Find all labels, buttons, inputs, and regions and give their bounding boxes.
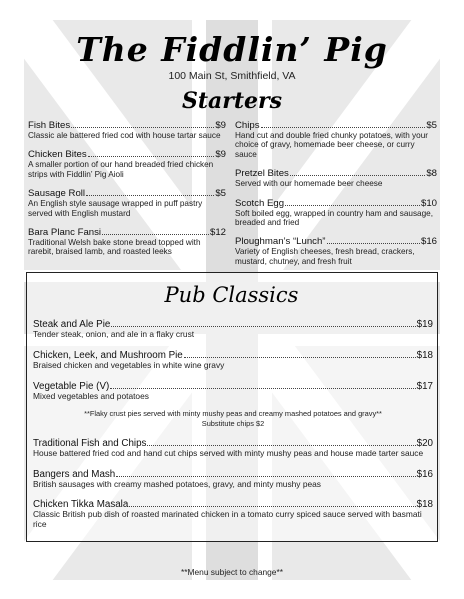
pub-classics-list [33,319,433,540]
menu-item [235,198,437,228]
item-name: Bara Planc Fansi [28,227,102,239]
pie-note-line2: Substitute chips $2 [201,418,265,428]
pub-classics-heading: Pub Classics [164,283,299,307]
pub-classics-box [26,272,438,542]
item-name: Pretzel Bites [235,168,289,180]
menu-item [235,236,437,266]
menu-item [33,350,433,371]
item-price: $19 [416,319,433,330]
restaurant-title: The Fiddlin’ Pig [76,30,388,69]
starters-right-column [235,120,437,275]
item-price: $8 [426,168,437,180]
menu-item [33,319,433,340]
pie-note [33,409,433,427]
restaurant-address: 100 Main St, Smithfield, VA [168,70,296,82]
menu-footer-note: **Menu subject to change** [181,567,283,577]
dot-leader [327,243,420,244]
starters-left-column [28,120,226,266]
dot-leader [147,445,415,446]
item-price: $9 [215,120,226,131]
menu-item [28,120,226,140]
item-description: House battered fried cod and hand cut chips served with minty mushy peas and house made tarter sauce [33,447,424,458]
dot-leader [261,127,426,128]
item-name: Ploughman’s “Lunch” [235,236,326,248]
menu-item [235,168,437,188]
dot-leader [102,234,209,235]
menu-item [33,438,433,459]
dot-leader [86,195,214,196]
menu-item [235,120,437,159]
item-price: $9 [215,149,226,161]
item-description: Variety of English cheeses, fresh bread, crackers, mustard, chutney, and fresh fruit [235,247,415,266]
item-price: $18 [416,499,433,511]
item-name: Vegetable Pie (V) [33,380,110,392]
item-description: Soft boiled egg, wrapped in country ham and sausage, breaded and fried [235,208,433,228]
item-name: Bangers and Mash [33,468,116,480]
dot-leader [110,388,415,389]
dot-leader [290,175,425,176]
menu-item [28,149,226,179]
item-price: $18 [416,349,433,361]
item-price: $16 [416,468,433,480]
item-price: $5 [426,120,437,131]
item-name: Chicken, Leek, and Mushroom Pie [33,349,183,361]
pie-note-line1: **Flaky crust pies served with minty mushy peas and creamy mashed potatoes and gravy** [84,409,382,419]
item-description: A smaller portion of our hand breaded fried chicken strips with Fiddlin’ Pig Aioli [28,160,214,179]
item-name: Sausage Roll [28,188,86,200]
menu-item [33,469,433,490]
item-description: Traditional Welsh bake stone bread topped with rarebit, braised lamb, and roasted leeks [28,238,201,257]
item-description: Classic British pub dish of roasted marinated chicken in a tomato curry spiced sauce served with basmati rice [33,509,422,530]
item-name: Fish Bites [28,120,71,131]
item-description: Braised chicken and vegetables in white wine gravy [33,359,225,370]
item-price: $20 [416,437,433,449]
item-name: Chips [235,120,260,131]
item-price: $10 [420,197,437,209]
menu-item [33,499,433,530]
item-description: An English style sausage wrapped in puff pastry served with English mustard [28,199,203,218]
item-name: Traditional Fish and Chips [33,437,147,449]
dot-leader [71,127,214,128]
dot-leader [111,326,415,327]
dot-leader [184,357,416,358]
item-description: Served with our homemade beer cheese [235,179,383,189]
item-description: British sausages with creamy mashed potatoes, gravy, and minty mushy peas [33,478,321,489]
item-name: Scotch Egg [235,197,285,209]
item-description: Tender steak, onion, and ale in a flaky crust [33,329,195,339]
item-description: Classic ale battered fried cod with house tartar sauce [28,131,221,140]
dot-leader [129,506,415,507]
item-price: $12 [209,227,226,239]
item-name: Steak and Ale Pie [33,319,111,330]
starters-heading: Starters [181,88,283,114]
menu-item [33,381,433,402]
item-price: $16 [420,236,437,248]
menu-item [28,227,226,257]
dot-leader [285,205,420,206]
item-description: Mixed vegetables and potatoes [33,390,149,401]
item-name: Chicken Tikka Masala [33,499,129,511]
item-price: $17 [416,380,433,392]
dot-leader [88,156,215,157]
menu-item [28,188,226,218]
dot-leader [116,476,415,477]
item-price: $5 [215,188,226,200]
item-name: Chicken Bites [28,149,87,161]
item-description: Hand cut and double fried chunky potatoes, with your choice of gravy, homemade beer cheese, or curry sauce [235,131,428,159]
